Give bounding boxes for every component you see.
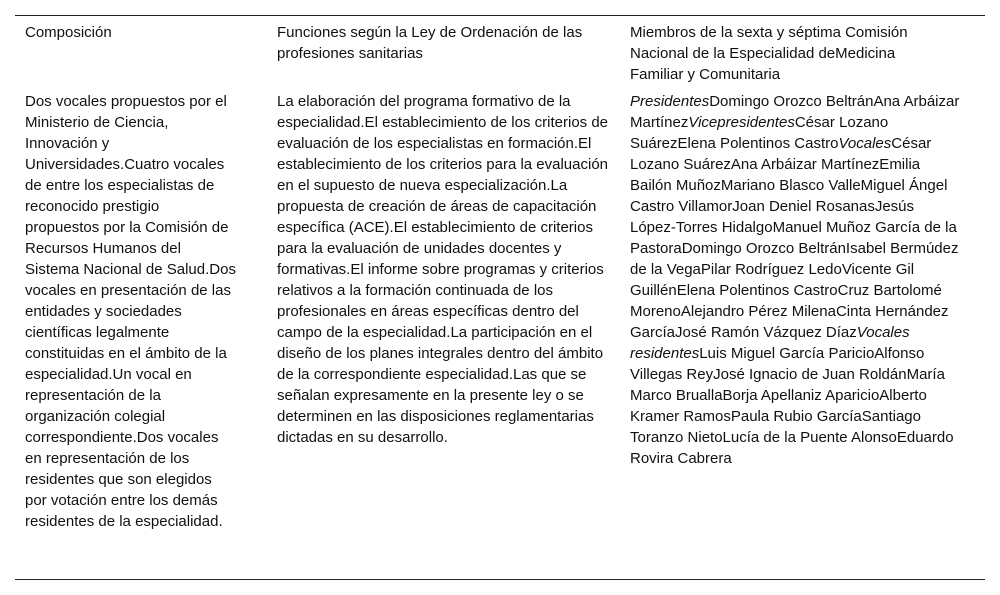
header-funciones: Funciones según la Ley de Ordenación de las profesiones sanitarias — [277, 24, 583, 62]
label-vicepresidentes: Vicepresidentes — [688, 114, 795, 131]
label-vocales-residentes: Vocales residentes — [630, 324, 910, 362]
presidentes-names: Domingo Orozco BeltránAna Arbáizar Martínez — [630, 93, 960, 131]
header-miembros: Miembros de la sexta y séptima Comisión Nacional de la Especialidad deMedicina Familiar y Comunitaria — [630, 24, 908, 83]
label-vocales: Vocales — [838, 135, 892, 152]
commission-table — [15, 15, 985, 580]
header-composicion: Composición — [25, 24, 112, 41]
cell-composicion: Dos vocales propuestos por el Ministerio de Ciencia, Innovación y Universidades.Cuatro vocales de entre los especialistas de reconocido prestigio propuestos por la Comisión de Recursos Humanos del Sistema Nacional de Salud.Dos vocales en presentación de las entidades y sociedades científicas legalmente constituidas en el ámbito de la especialidad.Un vocal en representación de la organización colegial correspondiente.Dos vocales en representación de los residentes que son elegidos por votación entre los demás residentes de la especialidad. — [25, 93, 236, 530]
cell-funciones: La elaboración del programa formativo de la especialidad.El establecimiento de los criterios de evaluación de los especialistas en formación.El establecimiento de los criterios para la evaluación en el supuesto de nueva especialización.La propuesta de creación de áreas de capacitación específica (ACE).El establecimiento de criterios para la evaluación de unidades docentes y formativas.El informe sobre programas y criterios relativos a la formación continuada de los profesionales en áreas específicas dentro del campo de la especialidad.La participación en el diseño de los planes integrales dentro del ámbito de la correspondiente especialidad.Las que se señalan expresamente en la presente ley o se determinen en las disposiciones reglamentarias dictadas en su desarrollo. — [277, 93, 609, 446]
cell-miembros — [630, 91, 960, 469]
label-presidentes: Presidentes — [630, 93, 710, 110]
vicepresidentes-names: César Lozano SuárezElena Polentinos Castro — [630, 114, 889, 152]
vocales-residentes-names: Luis Miguel García ParicioAlfonso Villegas ReyJosé Ignacio de Juan RoldánMaría Marco BruallaBorja Apellaniz AparicioAlberto Kramer RamosPaula Rubio GarcíaSantiago Toranzo NietoLucía de la Puente AlonsoEduardo Rovira Cabrera — [630, 345, 954, 467]
vocales-names: César Lozano SuárezAna Arbáizar MartínezEmilia Bailón MuñozMariano Blasco ValleMiguel Ángel Castro VillamorJoan Deniel RosanasJesús López-Torres HidalgoManuel Muñoz García de la PastoraDomingo Orozco BeltránIsabel Bermúdez de la VegaPilar Rodríguez LedoVicente Gil GuillénElena Polentinos CastroCruz Bartolomé MorenoAlejandro Pérez MilenaCinta Hernández GarcíaJosé Ramón Vázquez Díaz — [630, 135, 959, 341]
